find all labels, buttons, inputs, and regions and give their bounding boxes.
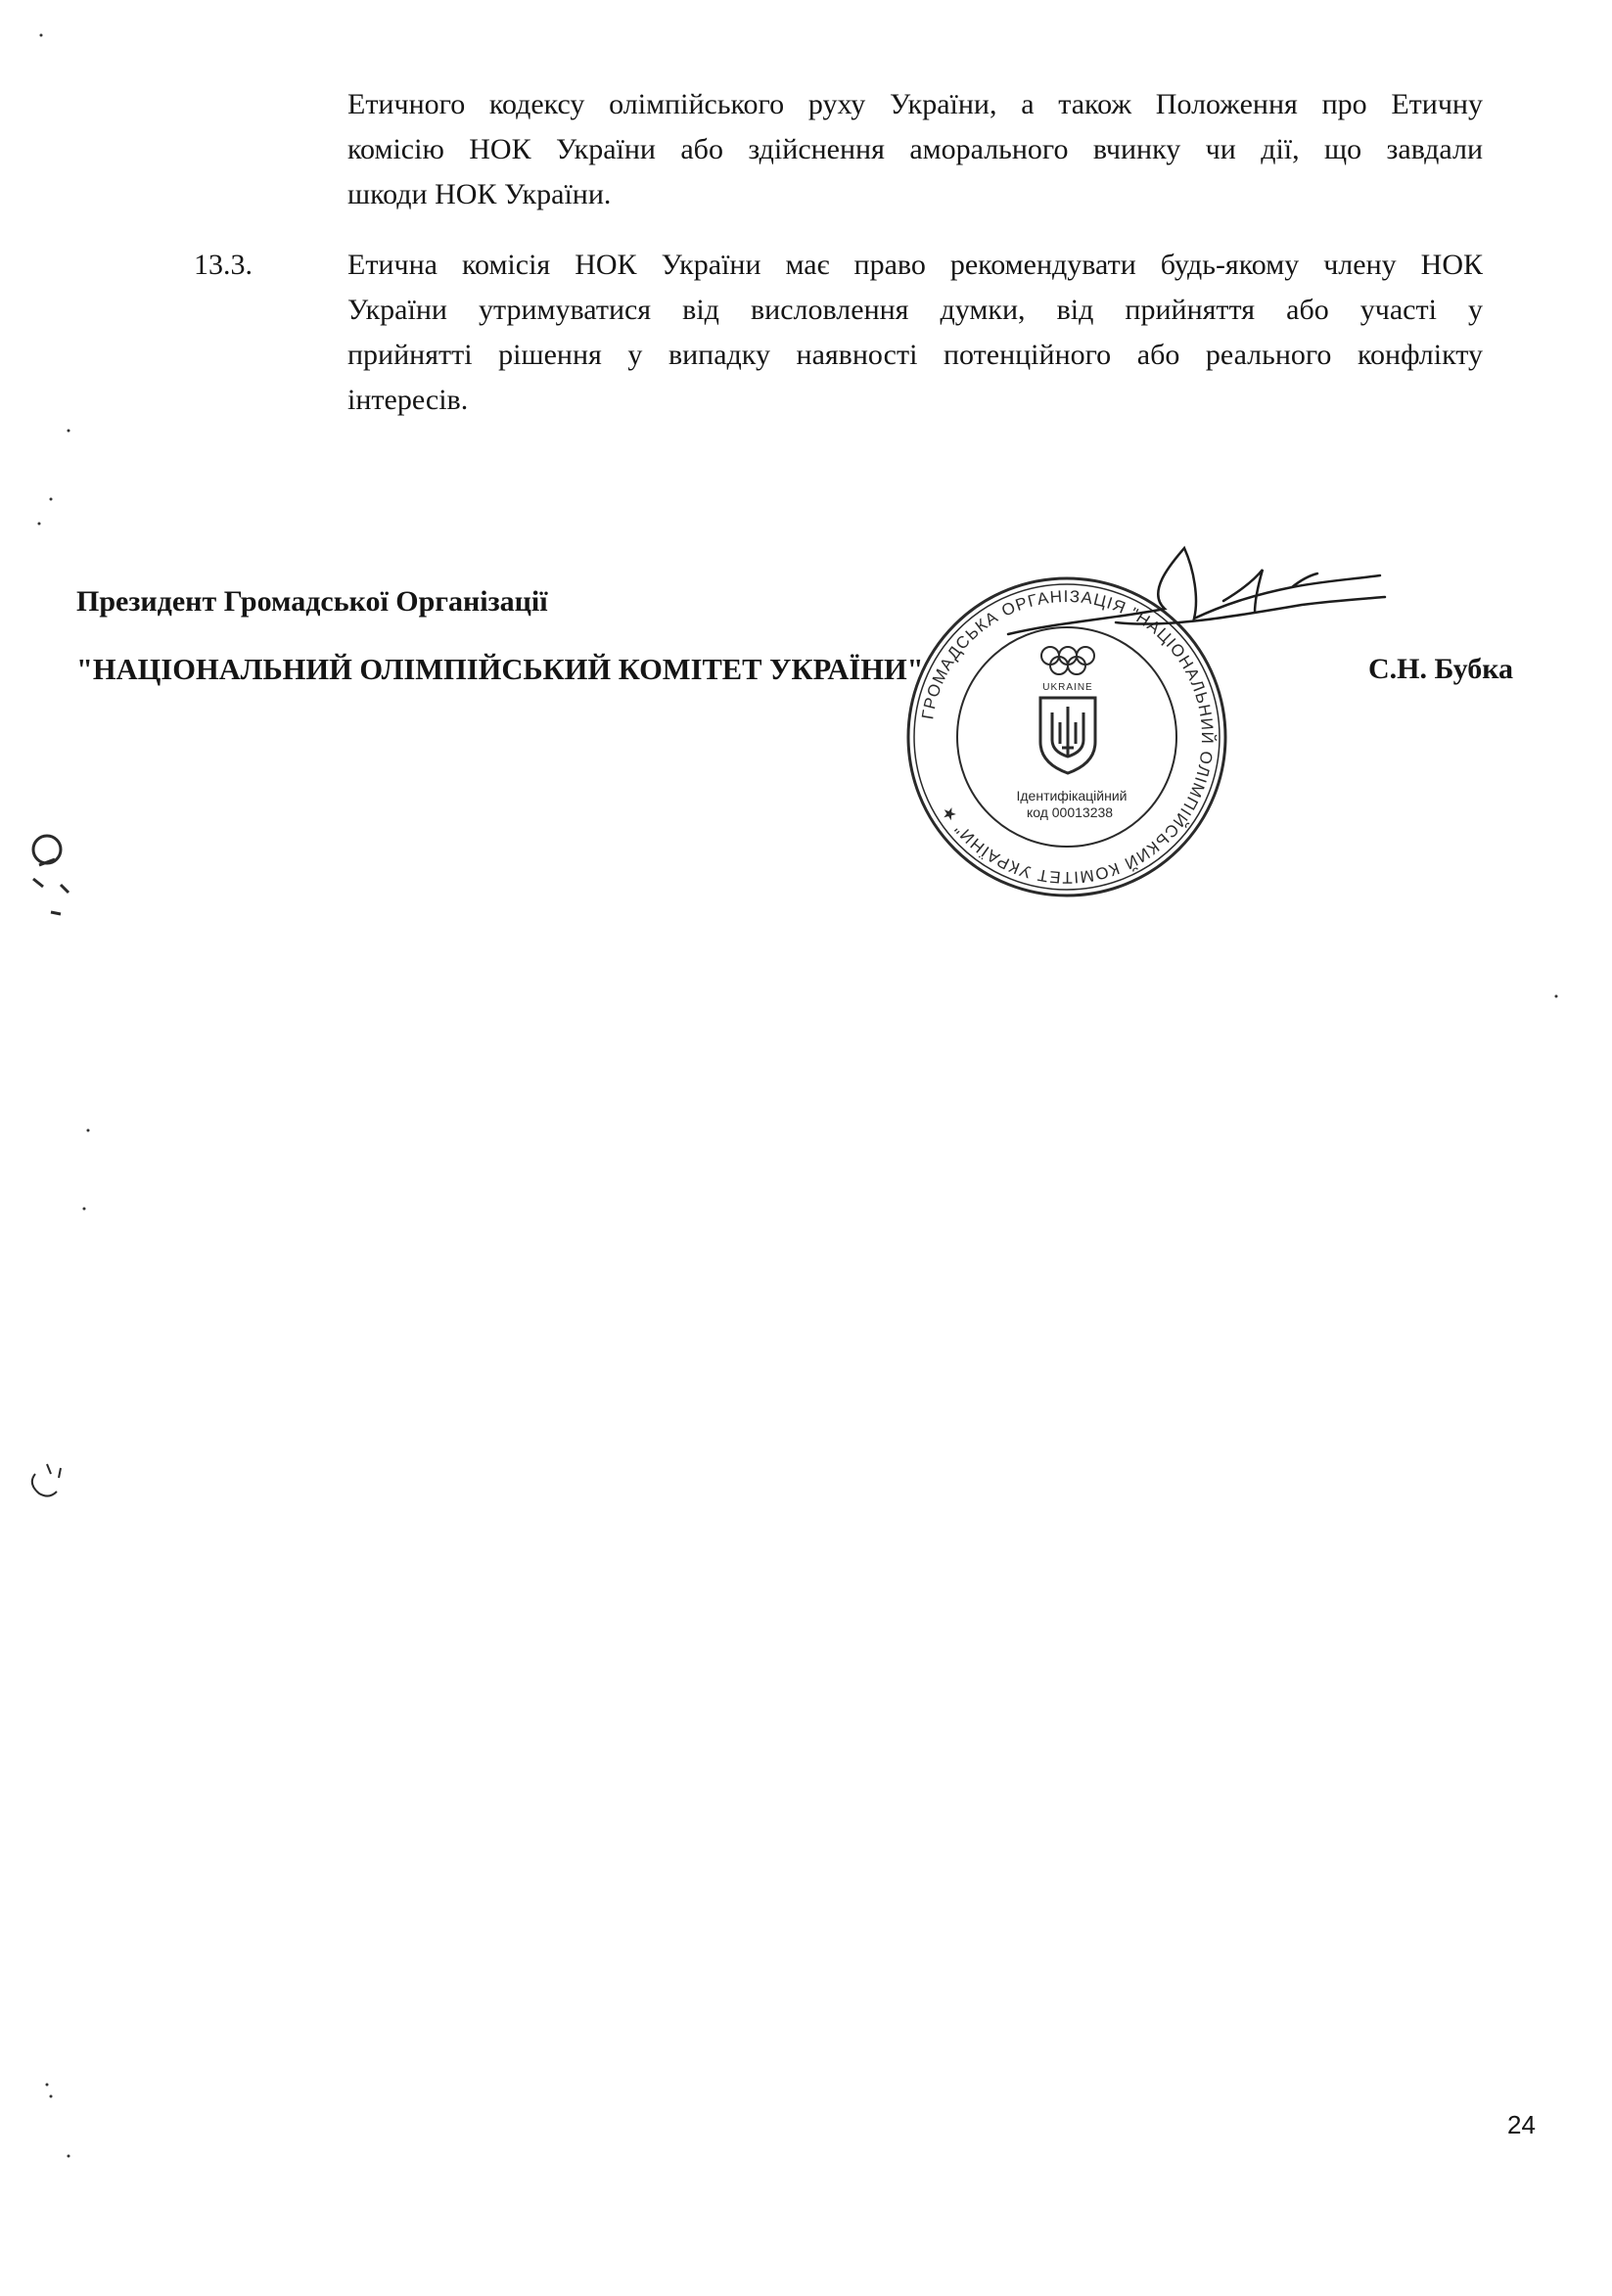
clause-13-3-text — [347, 243, 1483, 423]
clause-number: 13.3. — [194, 249, 253, 281]
organization-name: "НАЦІОНАЛЬНИЙ ОЛІМПІЙСЬКИЙ КОМІТЕТ УКРАЇНИ" — [76, 653, 924, 686]
scan-mark — [32, 1464, 61, 1496]
paragraph-line: шкоди НОК України. — [347, 178, 612, 210]
stamp-id-code: код 00013238 — [1026, 804, 1114, 820]
paragraph-continuation — [347, 82, 1483, 217]
clause-line: України утримуватися від висловлення думки, від прийняття або участі у — [347, 294, 1483, 326]
paragraph-line: комісію НОК України або здійснення аморального вчинку чи дії, що завдали — [347, 133, 1483, 165]
clause-line: Етична комісія НОК України має право рекомендувати будь-якому члену НОК — [347, 249, 1483, 281]
stamp-id-label: Ідентифікаційний — [1016, 788, 1128, 804]
paragraph-line: Етичного кодексу олімпійського руху України, а також Положення про Етичну — [347, 88, 1483, 120]
stamp-caption: UKRAINE — [1042, 682, 1093, 693]
handwritten-signature — [998, 540, 1390, 658]
clause-line: інтересів. — [347, 384, 469, 416]
clause-line: прийнятті рішення у випадку наявності потенційного або реального конфлікту — [347, 339, 1483, 371]
trident-shield-icon — [1040, 698, 1095, 773]
president-title: Президент Громадської Організації — [76, 585, 548, 618]
scan-mark — [33, 836, 69, 914]
page-number: 24 — [1507, 2110, 1536, 2139]
stamp-ring-text: ГРОМАДСЬКА ОРГАНІЗАЦІЯ "НАЦІОНАЛЬНИЙ ОЛІМПІЙСЬКИЙ КОМІТЕТ УКРАЇНИ" ★ — [918, 586, 1218, 888]
signer-name: С.Н. Бубка — [1368, 653, 1514, 685]
